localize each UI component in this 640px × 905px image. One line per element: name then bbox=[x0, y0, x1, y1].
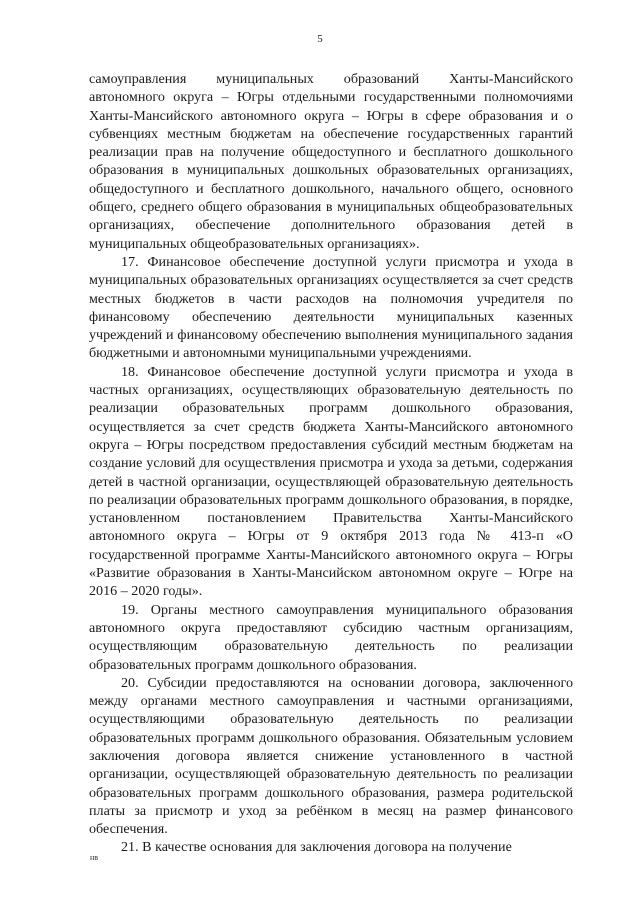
page-number: 5 bbox=[317, 33, 323, 45]
paragraph-18: 18. Финансовое обеспечение доступной услуги присмотра и ухода в частных организациях, осуществляющих образовательную деятельность по реализации образовательных программ дошкольного образования, осуществляется за счет средств бюджета Ханты-Мансийского автономного округа – Югры посредством предоставления субсидий местным бюджетам на создание условий для осуществления присмотра и ухода за детьми, содержания детей в частной организации, осуществляющей образовательную деятельность по реализации образовательных программ дошкольного образования, в порядке, установленном постановлением Правительства Ханты-Мансийского автономного округа – Югры от 9 октября 2013 года № 413-п «О государственной программе Ханты-Мансийского автономного округа – Югры «Развитие образования в Ханты-Мансийском автономном округе – Югре на 2016 – 2020 годы». bbox=[89, 363, 573, 600]
paragraph-continuation: самоуправления муниципальных образований Ханты-Мансийского автономного округа – Югры отдельными государственными полномочиями Ханты-Мансийского автономного округа – Югры в сфере образования и о субвенциях местным бюджетам на обеспечение государственных гарантий реализации прав на получение общедоступного и бесплатного дошкольного образования в муниципальных дошкольных образовательных организациях, общедоступного и бесплатного дошкольного, начального общего, основного общего, среднего общего образования в муниципальных общеобразовательных организациях, обеспечение дополнительного образования детей в муниципальных общеобразовательных организациях». bbox=[89, 71, 573, 252]
footer-initials: нв bbox=[90, 853, 99, 862]
document-body bbox=[89, 70, 573, 857]
paragraph-21: 21. В качестве основания для заключения договора на получение bbox=[121, 839, 512, 856]
paragraph-19: 19. Органы местного самоуправления муниципального образования автономного округа предоставляют субсидию частным организациям, осуществляющим образовательную деятельность по реализации образовательных программ дошкольного образования. bbox=[89, 601, 573, 673]
paragraph-17: 17. Финансовое обеспечение доступной услуги присмотра и ухода в муниципальных образовательных организациях осуществляется за счет средств местных бюджетов в части расходов на полномочия учредителя по финансовому обеспечению деятельности муниципальных казенных учреждений и финансовому обеспечению выполнения муниципального задания бюджетными и автономными муниципальными учреждениями. bbox=[89, 253, 573, 362]
paragraph-20: 20. Субсидии предоставляются на основании договора, заключенного между органами местного самоуправления и частными организациями, осуществляющими образовательную деятельность по реализации образовательных программ дошкольного образования. Обязательным условием заключения договора является снижение установленного в частной организации, осуществляющей образовательную деятельность по реализации образовательных программ дошкольного образования, размера родительской платы за присмотр и уход за ребёнком в месяц на размер финансового обеспечения. bbox=[89, 674, 573, 838]
